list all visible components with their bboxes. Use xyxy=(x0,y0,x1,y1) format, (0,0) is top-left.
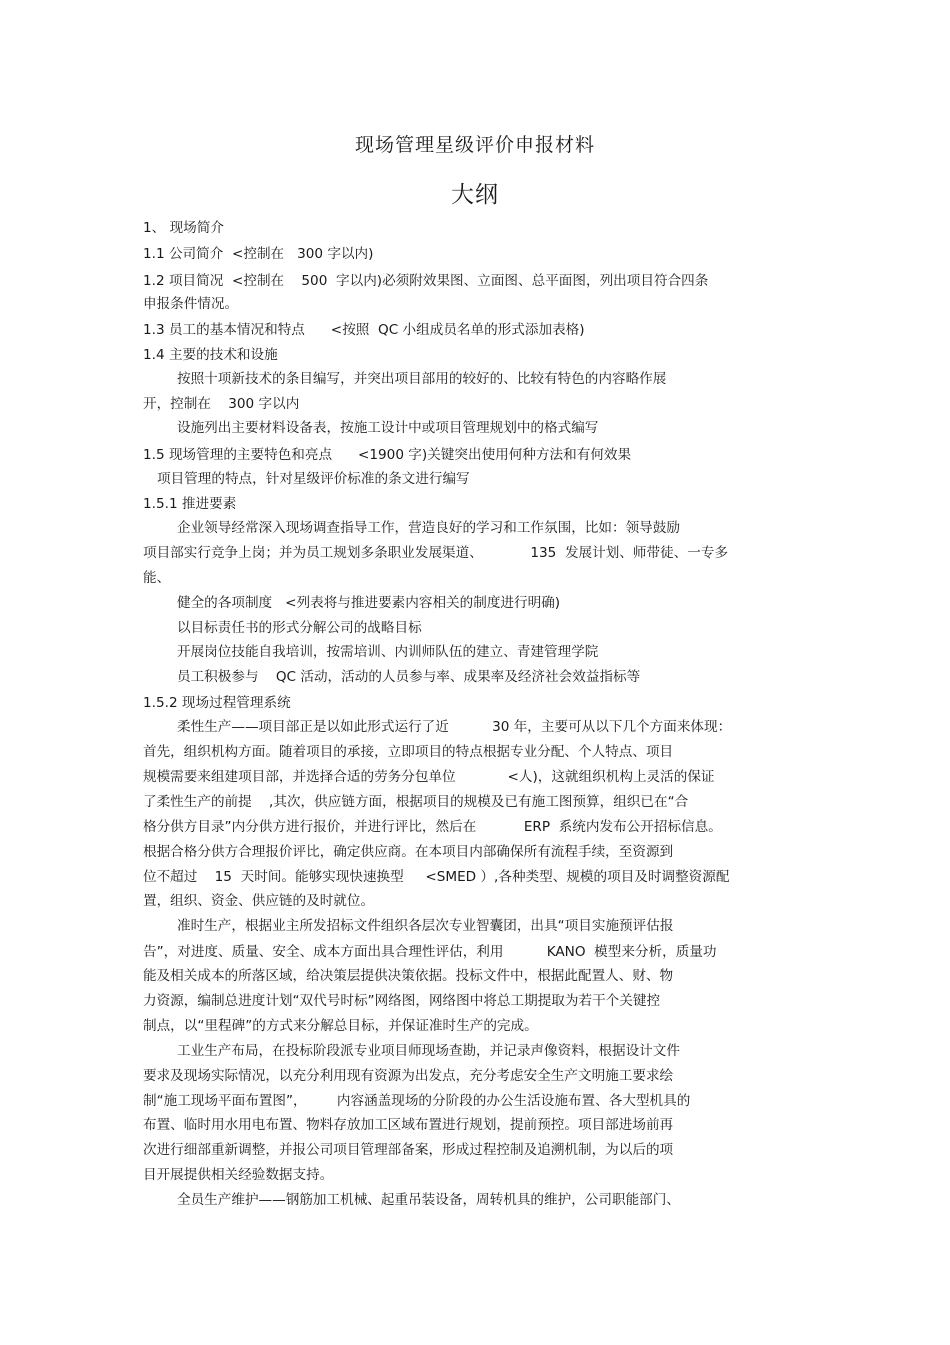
paragraph-line: 位不超过 15 天时间。能够实现快速换型 <SMED ）,各种类型、规模的项目及时调整资源配 xyxy=(143,869,730,885)
section-heading-1-5: 1.5 现场管理的主要特色和亮点 <1900 字)关键突出使用何种方法和有何效果 xyxy=(143,447,632,463)
paragraph-line: 全员生产维护——钢筋加工机械、起重吊装设备，周转机具的维护，公司职能部门、 xyxy=(177,1192,680,1208)
section-heading-1: 1、 现场简介 xyxy=(143,220,224,236)
paragraph-line: 了柔性生产的前提 ,其次，供应链方面，根据项目的规模及已有施工图预算，组织已在“合 xyxy=(143,794,689,810)
paragraph-line: 格分供方目录”内分供方进行报价，并进行评比，然后在 ERP 系统内发布公开招标信息。 xyxy=(143,819,722,835)
paragraph-line: 制点，以“里程碑”的方式来分解总目标，并保证准时生产的完成。 xyxy=(143,1018,538,1034)
paragraph-line: 准时生产，根据业主所发招标文件组织各层次专业智囊团，出具“项目实施预评估报 xyxy=(177,918,674,934)
paragraph-line: 次进行细部重新调整，并报公司项目管理部备案，形成过程控制及追溯机制，为以后的项 xyxy=(143,1142,674,1158)
paragraph-line: 健全的各项制度 <列表将与推进要素内容相关的制度进行明确) xyxy=(177,595,561,611)
paragraph-line: 置，组织、资金、供应链的及时就位。 xyxy=(143,893,375,909)
paragraph-line: 开展岗位技能自我培训，按需培训、内训师队伍的建立、青建管理学院 xyxy=(177,644,599,660)
paragraph-line: 要求及现场实际情况，以充分利用现有资源为出发点，充分考虑安全生产文明施工要求绘 xyxy=(143,1068,674,1084)
paragraph-line: 工业生产布局，在投标阶段派专业项目师现场查勘，并记录声像资料，根据设计文件 xyxy=(177,1043,680,1059)
paragraph-line: 按照十项新技术的条目编写，并突出项目部用的较好的、比较有特色的内容略作展 xyxy=(177,371,667,387)
paragraph-line: 能、 xyxy=(143,570,171,586)
section-heading-1-2: 1.2 项目简况 <控制在 500 字以内)必须附效果图、立面图、总平面图，列出项目符合四条 xyxy=(143,273,709,289)
section-heading-1-1: 1.1 公司简介 <控制在 300 字以内) xyxy=(143,246,374,262)
paragraph-line: 项目管理的特点，针对星级评价标准的条文进行编写 xyxy=(157,471,470,487)
section-heading-1-5-1: 1.5.1 推进要素 xyxy=(143,496,237,512)
section-heading-1-5-2: 1.5.2 现场过程管理系统 xyxy=(143,695,291,711)
paragraph-line: 开，控制在 300 字以内 xyxy=(143,396,300,412)
paragraph-line: 设施列出主要材料设备表，按施工设计中或项目管理规划中的格式编写 xyxy=(177,420,599,436)
paragraph-line: 布置、临时用水用电布置、物料存放加工区域布置进行规划，提前预控。项目部进场前再 xyxy=(143,1117,674,1133)
paragraph-line: 首先，组织机构方面。随着项目的承接，立即项目的特点根据专业分配、个人特点、项目 xyxy=(143,744,674,760)
paragraph-line: 规模需要来组建项目部，并选择合适的劳务分包单位 <人)，这就组织机构上灵活的保证 xyxy=(143,769,715,785)
paragraph-line: 以目标责任书的形式分解公司的战略目标 xyxy=(177,620,422,636)
paragraph-line: 力资源，编制总进度计划“双代号时标”网络图，网络图中将总工期提取为若干个关键控 xyxy=(143,993,661,1009)
paragraph-line: 告”，对进度、质量、安全、成本方面出具合理性评估，利用 KANO 模型来分析，质量功 xyxy=(143,944,717,960)
paragraph-line: 柔性生产——项目部正是以如此形式运行了近 30 年，主要可从以下几个方面来体现： xyxy=(177,719,732,735)
paragraph-line: 根据合格分供方合理报价评比，确定供应商。在本项目内部确保所有流程手续，至资源到 xyxy=(143,844,674,860)
paragraph-line: 制“施工现场平面布置图”， 内容涵盖现场的分阶段的办公生活设施布置、各大型机具的 xyxy=(143,1093,691,1109)
paragraph-line: 项目部实行竞争上岗；并为员工规划多条职业发展渠道、 135 发展计划、师带徒、一专多 xyxy=(143,545,729,561)
document-subtitle: 大纲 xyxy=(451,182,499,208)
paragraph-line: 申报条件情况。 xyxy=(143,296,239,312)
document-title: 现场管理星级评价申报材料 xyxy=(354,134,595,156)
paragraph-line: 企业领导经常深入现场调查指导工作，营造良好的学习和工作氛围，比如：领导鼓励 xyxy=(177,520,680,536)
paragraph-line: 目开展提供相关经验数据支持。 xyxy=(143,1167,334,1183)
paragraph-line: 能及相关成本的所落区域，给决策层提供决策依据。投标文件中，根据此配置人、财、物 xyxy=(143,968,674,984)
section-heading-1-3: 1.3 员工的基本情况和特点 <按照 QC 小组成员名单的形式添加表格) xyxy=(143,322,585,338)
section-heading-1-4: 1.4 主要的技术和设施 xyxy=(143,347,278,363)
paragraph-line: 员工积极参与 QC 活动，活动的人员参与率、成果率及经济社会效益指标等 xyxy=(177,669,641,685)
